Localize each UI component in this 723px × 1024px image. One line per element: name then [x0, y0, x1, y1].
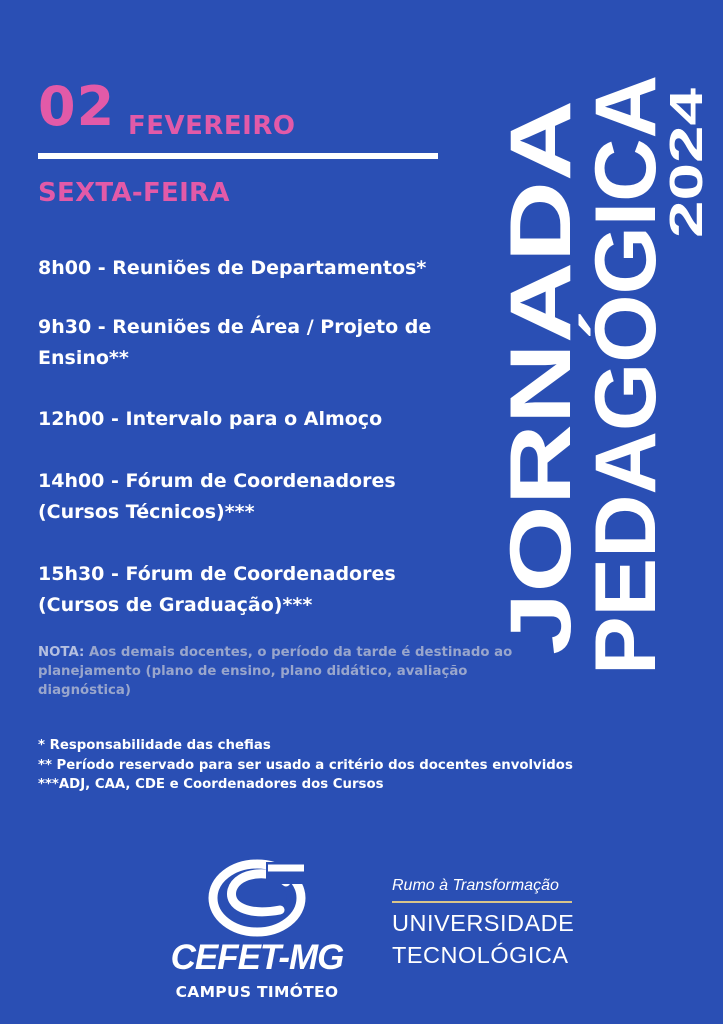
footnote: ** Período reservado para ser usado a critério dos docentes envolvidos	[38, 757, 573, 773]
cefet-brand-name: CEFET-MG	[170, 938, 344, 977]
tagline-divider	[392, 901, 572, 903]
note-paragraph	[38, 643, 538, 700]
schedule-item: 14h00 - Fórum de Coordenadores (Cursos Técnicos)***	[38, 470, 396, 523]
note-label: NOTA:	[38, 645, 85, 660]
event-day: 02	[38, 75, 116, 138]
title-year: 2024	[660, 135, 712, 238]
tagline: Rumo à Transformação	[392, 877, 559, 894]
schedule-item: 15h30 - Fórum de Coordenadores (Cursos de Graduação)***	[38, 563, 396, 616]
footnote: * Responsabilidade das chefias	[38, 738, 271, 753]
note-text: Aos demais docentes, o período da tarde é destinado ao planejamento (plano de ensino, plano didático, avaliação diagnóstica)	[38, 645, 513, 698]
cefet-logo-icon	[208, 858, 306, 938]
header-divider	[38, 153, 438, 159]
event-weekday: SEXTA-FEIRA	[38, 178, 230, 208]
university-line-2: TECNOLÓGICA	[392, 942, 569, 968]
vertical-title	[490, 60, 723, 710]
schedule-item: 8h00 - Reuniões de Departamentos*	[38, 257, 427, 279]
schedule-item: 12h00 - Intervalo para o Almoço	[38, 408, 383, 430]
university-line-1: UNIVERSIDADE	[392, 910, 575, 936]
footnote: ***ADJ, CAA, CDE e Coordenadores dos Cursos	[38, 777, 384, 792]
event-month: FEVEREIRO	[128, 111, 296, 141]
schedule-item: 9h30 - Reuniões de Área / Projeto de Ensino**	[38, 316, 432, 369]
footnotes	[38, 736, 598, 795]
title-line-jornada: JORNADA	[493, 229, 589, 655]
title-line-pedagogica: PEDAGÓGICA	[578, 87, 674, 675]
campus-name: CAMPUS TIMÓTEO	[175, 983, 339, 1001]
